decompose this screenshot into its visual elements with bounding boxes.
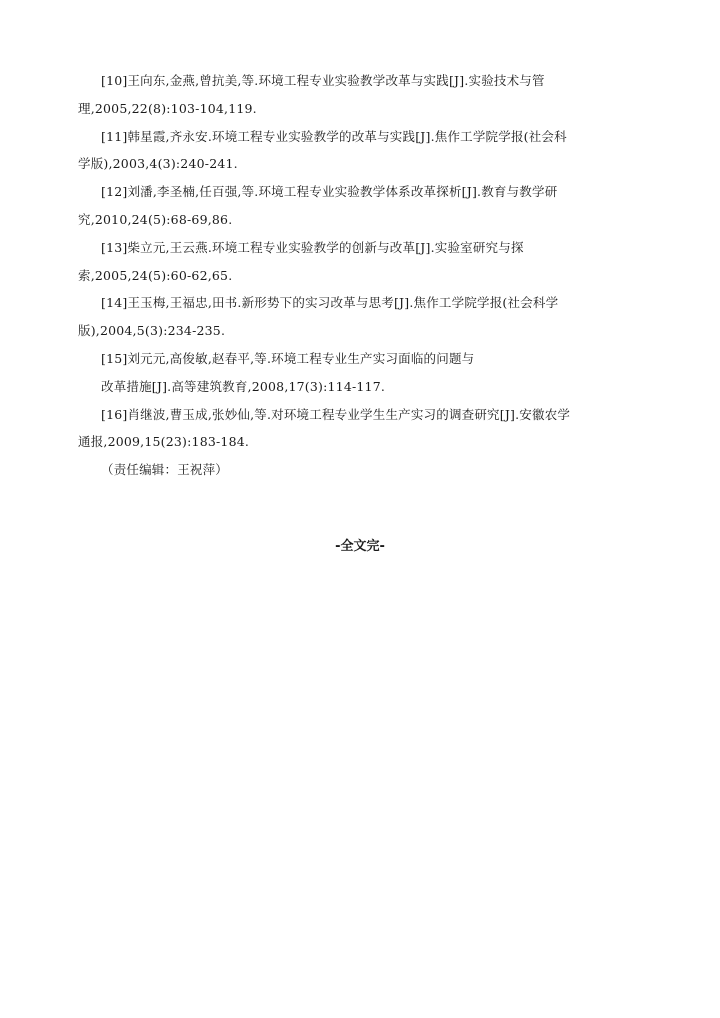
end-of-text-marker: -全文完- xyxy=(335,539,385,554)
reference-line-continued: 索,2005,24(5):60-62,65. xyxy=(78,267,233,283)
reference-line: [14]王玉梅,王福忠,田书.新形势下的实习改革与思考[J].焦作工学院学报(社会科学 xyxy=(101,295,559,311)
reference-item xyxy=(78,123,648,179)
reference-item xyxy=(78,289,648,345)
reference-list xyxy=(78,67,648,484)
reference-line: [13]柴立元,王云燕.环境工程专业实验教学的创新与改革[J].实验室研究与探 xyxy=(101,239,524,255)
reference-line: [10]王向东,金燕,曾抗美,等.环境工程专业实验教学改革与实践[J].实验技术与管 xyxy=(101,73,545,88)
reference-line-continued: 学版),2003,4(3):240-241. xyxy=(78,156,238,172)
reference-item xyxy=(78,234,648,290)
reference-line: [15]刘元元,高俊敏,赵春平,等.环境工程专业生产实习面临的问题与 xyxy=(101,350,475,366)
reference-line-continued: 究,2010,24(5):68-69,86. xyxy=(78,211,233,227)
reference-line: [16]肖继波,曹玉成,张妙仙,等.对环境工程专业学生生产实习的调查研究[J].安徽农学 xyxy=(101,406,571,422)
reference-line-continued: 版),2004,5(3):234-235. xyxy=(78,323,226,339)
reference-line: [12]刘潘,李圣楠,任百强,等.环境工程专业实验教学体系改革探析[J].教育与教学研 xyxy=(101,184,558,200)
reference-line-continued: 通报,2009,15(23):183-184. xyxy=(78,434,250,450)
reference-line-continued: 理,2005,22(8):103-104,119. xyxy=(78,100,257,116)
reference-item xyxy=(78,345,648,401)
reference-item xyxy=(78,401,648,457)
reference-item xyxy=(78,178,648,234)
editor-note: （责任编辑：王祝萍） xyxy=(101,462,229,478)
reference-item xyxy=(78,67,648,123)
reference-line: [11]韩星霞,齐永安.环境工程专业实验教学的改革与实践[J].焦作工学院学报(社会科 xyxy=(101,128,567,144)
reference-line-continued: 改革措施[J].高等建筑教育,2008,17(3):114-117. xyxy=(101,378,386,394)
